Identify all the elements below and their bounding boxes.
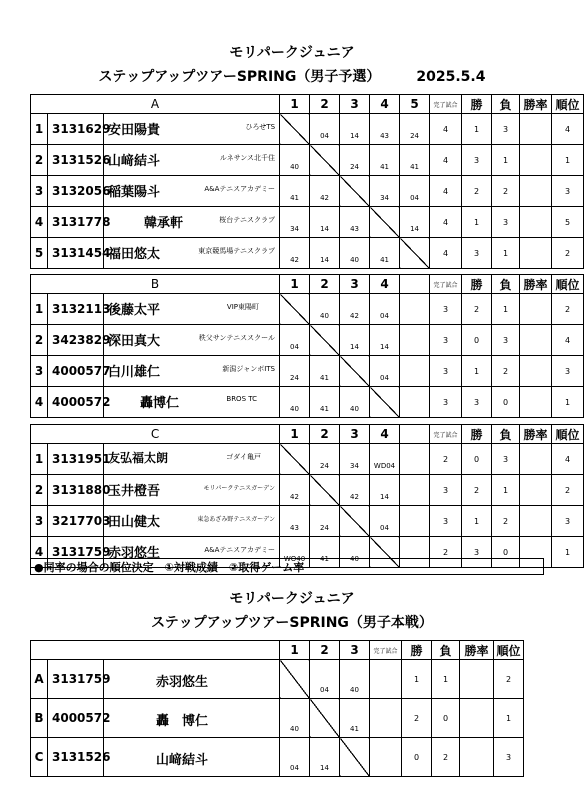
self-match-cell [400,238,430,269]
completed-count: 3 [430,294,462,325]
col-header-3: 3 [340,275,370,294]
completed-count: 4 [430,114,462,145]
col-header-rank: 順位 [552,95,584,114]
row-number: 3 [31,506,48,537]
table-row [31,660,524,699]
self-match-cell [340,356,370,387]
player-id: 3131526 [48,738,104,777]
wins-count: 1 [462,506,492,537]
self-match-cell [280,660,310,699]
wins-count: 3 [462,238,492,269]
score-cell: 34 [370,176,400,207]
score-cell: 41 [370,145,400,176]
player-id: 3131778 [48,207,104,238]
losses-count: 1 [492,145,520,176]
losses-count: 0 [492,387,520,418]
table-row [31,356,584,387]
losses-count: 2 [492,356,520,387]
table-row [31,325,584,356]
win-rate [520,207,552,238]
col-header-rank: 順位 [494,641,524,660]
empty-cell [400,475,430,506]
player-id: 3131454 [48,238,104,269]
win-rate [520,325,552,356]
group-c-label: C [31,425,280,444]
win-rate [520,506,552,537]
col-header-empty [400,425,430,444]
player-name: 深田真大 [108,334,161,349]
score-cell: 40 [340,238,370,269]
completed-count: 3 [430,506,462,537]
score-cell: 14 [340,325,370,356]
win-rate [520,356,552,387]
player-name: 轟博仁 [140,396,180,411]
col-header-wins: 勝 [462,425,492,444]
score-cell: 41 [340,699,370,738]
player-id: 4000577 [48,356,104,387]
player-name: 玉井橙吾 [108,484,161,499]
col-header-rank: 順位 [552,275,584,294]
row-label: C [31,738,48,777]
completed-count: 3 [430,356,462,387]
score-cell: 04 [370,506,400,537]
completed-count: 3 [430,387,462,418]
losses-count: 0 [492,537,520,568]
col-header-wins: 勝 [402,641,432,660]
rank-value: 3 [552,506,584,537]
self-match-cell [280,114,310,145]
group-a-label: A [31,95,280,114]
col-header-4: 4 [370,425,400,444]
score-cell: 24 [400,114,430,145]
row-number: 4 [31,387,48,418]
score-cell: 42 [280,238,310,269]
player-club: A&Aテニスアカデミー [204,546,276,554]
score-cell: 14 [370,475,400,506]
player-cell [104,475,280,506]
completed-count [370,660,402,699]
score-cell: 40 [340,660,370,699]
row-number: 1 [31,294,48,325]
player-cell [104,145,280,176]
player-club: A&Aテニスアカデミー [204,185,276,193]
row-label: A [31,660,48,699]
self-match-cell [310,475,340,506]
col-header-rank: 順位 [552,425,584,444]
row-number: 1 [31,444,48,475]
win-rate [460,738,494,777]
col-header-2: 2 [310,641,340,660]
self-match-cell [370,387,400,418]
losses-count: 3 [492,444,520,475]
player-club: VIP東陽町 [226,303,259,311]
col-header-losses: 負 [432,641,460,660]
player-id: 3132113 [48,294,104,325]
player-club: ひろせTS [245,123,276,131]
self-match-cell [340,176,370,207]
table-row [31,506,584,537]
player-cell [104,325,280,356]
player-cell [104,699,280,738]
win-rate [520,176,552,207]
score-cell: 14 [310,207,340,238]
player-name: 白川雄仁 [108,365,161,380]
player-club: 東急あざみ野テニスガーデン [197,516,276,523]
player-name: 赤羽悠生 [156,675,209,690]
rank-value: 1 [552,387,584,418]
player-club: 新潟ジャンボITS [222,365,275,373]
win-rate [520,238,552,269]
win-rate [520,387,552,418]
row-number: 2 [31,325,48,356]
table-row [31,176,584,207]
player-name: 山﨑結斗 [156,753,209,768]
losses-count: 1 [492,475,520,506]
score-cell: 42 [340,475,370,506]
col-header-rate: 勝率 [460,641,494,660]
rank-value: 1 [494,699,524,738]
score-cell: 14 [340,114,370,145]
row-number: 4 [31,537,48,568]
player-id: 3217703 [48,506,104,537]
empty-cell [400,294,430,325]
player-id: 3131880 [48,475,104,506]
col-header-3: 3 [340,425,370,444]
score-cell: 41 [400,145,430,176]
player-id: 3132056 [48,176,104,207]
prelim-subtitle [0,66,584,86]
player-id: 3131759 [48,660,104,699]
col-header-1: 1 [280,275,310,294]
score-cell: 40 [280,387,310,418]
player-cell [104,738,280,777]
table-row [31,387,584,418]
col-header-2: 2 [310,425,340,444]
self-match-cell [280,444,310,475]
win-rate [520,145,552,176]
player-club: 秩父サンテニススクール [198,334,275,342]
wins-count: 3 [462,387,492,418]
losses-count: 1 [492,294,520,325]
rank-value: 4 [552,325,584,356]
finals-title: モリパークジュニア [229,591,355,607]
win-rate [460,660,494,699]
score-cell: 41 [280,176,310,207]
score-cell: 41 [370,238,400,269]
player-name: 轟 博仁 [156,714,209,729]
player-cell [104,660,280,699]
empty-cell [400,356,430,387]
self-match-cell [310,145,340,176]
losses-count: 3 [492,114,520,145]
self-match-cell [310,325,340,356]
score-cell: 40 [310,294,340,325]
win-rate [460,699,494,738]
row-number: 1 [31,114,48,145]
score-cell: 40 [280,699,310,738]
rank-value: 1 [552,537,584,568]
completed-count: 4 [430,145,462,176]
empty-cell [400,444,430,475]
page-title: モリパークジュニア [229,45,355,61]
col-header-5: 5 [400,95,430,114]
self-match-cell [340,506,370,537]
player-cell [104,238,280,269]
wins-count: 2 [402,699,432,738]
player-id: 3131526 [48,145,104,176]
col-header-2: 2 [310,275,340,294]
prelim-subtitle-text: ステップアップツアーSPRING（男子予選） [98,69,381,85]
losses-count: 2 [492,506,520,537]
table-row [31,114,584,145]
score-cell: 04 [370,294,400,325]
wins-count: 2 [462,294,492,325]
row-number: 2 [31,145,48,176]
table-row [31,699,524,738]
finals-header-blank [31,641,280,660]
row-number: 3 [31,176,48,207]
finals-subtitle: ステップアップツアーSPRING（男子本戦） [151,615,433,631]
player-id: 3131629 [48,114,104,145]
rank-value: 3 [494,738,524,777]
score-cell: 24 [310,506,340,537]
score-cell: 14 [310,238,340,269]
group-c-table [30,424,584,568]
completed-count: 2 [430,537,462,568]
row-number: 2 [31,475,48,506]
col-header-completed: 完了試合 [430,275,462,294]
col-header-losses: 負 [492,95,520,114]
score-cell: 40 [340,387,370,418]
player-cell [104,506,280,537]
player-id: 3131951 [48,444,104,475]
wins-count: 0 [402,738,432,777]
col-header-3: 3 [340,641,370,660]
score-cell: WD04 [370,444,400,475]
score-cell: 04 [280,738,310,777]
score-cell: 14 [370,325,400,356]
player-name: 友弘福太朗 [108,451,169,465]
player-name: 山﨑結斗 [108,154,161,169]
rank-value: 2 [552,294,584,325]
losses-count: 2 [492,176,520,207]
score-cell: 04 [400,176,430,207]
col-header-4: 4 [370,275,400,294]
col-header-losses: 負 [492,275,520,294]
player-cell [104,114,280,145]
score-cell: 34 [340,444,370,475]
self-match-cell [310,699,340,738]
rank-value: 4 [552,114,584,145]
completed-count: 4 [430,238,462,269]
row-label: B [31,699,48,738]
player-name: 稲葉陽斗 [108,185,161,200]
col-header-rate: 勝率 [520,275,552,294]
player-name: 韓承軒 [144,216,184,231]
score-cell: 04 [280,325,310,356]
table-row [31,145,584,176]
player-name: 赤羽悠生 [108,546,161,561]
wins-count: 1 [462,114,492,145]
player-id: 4000572 [48,387,104,418]
table-row [31,207,584,238]
player-name: 福田悠太 [108,247,161,262]
score-cell: 41 [310,387,340,418]
completed-count: 3 [430,475,462,506]
completed-count [370,699,402,738]
table-row [31,738,524,777]
player-id: 4000572 [48,699,104,738]
losses-count: 1 [432,660,460,699]
self-match-cell [370,207,400,238]
player-cell [104,176,280,207]
group-a-table [30,94,584,269]
wins-count: 3 [462,537,492,568]
col-header-1: 1 [280,425,310,444]
wins-count: 1 [402,660,432,699]
score-cell: 42 [340,294,370,325]
col-header-completed: 完了試合 [370,641,402,660]
wins-count: 3 [462,145,492,176]
event-date: 2025.5.4 [416,69,486,85]
table-row [31,475,584,506]
empty-cell [400,506,430,537]
score-cell: 43 [370,114,400,145]
rank-value: 2 [494,660,524,699]
player-club: ゴダイ亀戸 [226,453,262,461]
row-number: 4 [31,207,48,238]
rank-value: 3 [552,356,584,387]
completed-count: 2 [430,444,462,475]
col-header-rate: 勝率 [520,95,552,114]
score-cell: 14 [310,738,340,777]
player-club: BROS TC [226,395,257,403]
col-header-empty [400,275,430,294]
score-cell: 24 [310,444,340,475]
table-row [31,238,584,269]
col-header-1: 1 [280,641,310,660]
group-b-label: B [31,275,280,294]
empty-cell [400,387,430,418]
completed-count [370,738,402,777]
score-cell: 42 [280,475,310,506]
col-header-wins: 勝 [462,275,492,294]
win-rate [520,114,552,145]
score-cell: 40 [280,145,310,176]
score-cell: 41 [310,356,340,387]
score-cell: 24 [280,356,310,387]
row-number: 5 [31,238,48,269]
score-cell: 43 [340,207,370,238]
table-row [31,294,584,325]
score-cell: 04 [310,660,340,699]
player-club: 桜台テニスクラブ [219,216,276,224]
empty-cell [400,325,430,356]
player-cell [104,387,280,418]
self-match-cell [340,738,370,777]
player-id: 3131759 [48,537,104,568]
score-cell: 24 [340,145,370,176]
player-cell [104,207,280,238]
wins-count: 2 [462,475,492,506]
col-header-1: 1 [280,95,310,114]
rank-value: 5 [552,207,584,238]
player-cell [104,356,280,387]
col-header-3: 3 [340,95,370,114]
col-header-4: 4 [370,95,400,114]
win-rate [520,475,552,506]
wins-count: 0 [462,444,492,475]
rank-value: 3 [552,176,584,207]
player-name: 田山健太 [108,515,161,530]
score-cell: 04 [310,114,340,145]
score-cell: 14 [400,207,430,238]
player-club: ルネサンス北千住 [219,154,276,162]
col-header-completed: 完了試合 [430,95,462,114]
col-header-wins: 勝 [462,95,492,114]
wins-count: 1 [462,207,492,238]
rank-value: 2 [552,238,584,269]
tiebreak-note: ●同率の場合の順位決定 ①対戦成績 ②取得ゲーム率 [30,558,544,575]
player-cell [104,294,280,325]
table-row [31,444,584,475]
finals-table [30,640,524,777]
score-cell: 40 [340,537,370,568]
score-cell: 04 [370,356,400,387]
col-header-2: 2 [310,95,340,114]
group-b-table [30,274,584,418]
losses-count: 0 [432,699,460,738]
score-cell: 34 [280,207,310,238]
rank-value: 4 [552,444,584,475]
score-cell: 43 [280,506,310,537]
wins-count: 2 [462,176,492,207]
player-name: 安田陽貴 [108,123,161,138]
player-name: 後藤太平 [108,303,161,318]
win-rate [520,294,552,325]
completed-count: 4 [430,207,462,238]
score-cell: WO40 [280,537,310,568]
rank-value: 2 [552,475,584,506]
player-cell [104,444,280,475]
score-cell: 41 [310,537,340,568]
losses-count: 1 [492,238,520,269]
player-club: 東京競馬場テニスクラブ [198,247,276,255]
row-number: 3 [31,356,48,387]
wins-count: 1 [462,356,492,387]
completed-count: 3 [430,325,462,356]
rank-value: 1 [552,145,584,176]
col-header-rate: 勝率 [520,425,552,444]
losses-count: 2 [432,738,460,777]
col-header-completed: 完了試合 [430,425,462,444]
completed-count: 4 [430,176,462,207]
col-header-losses: 負 [492,425,520,444]
self-match-cell [280,294,310,325]
player-id: 3423829 [48,325,104,356]
losses-count: 3 [492,207,520,238]
wins-count: 0 [462,325,492,356]
player-club: モリパークテニスガーデン [203,485,276,492]
score-cell: 42 [310,176,340,207]
losses-count: 3 [492,325,520,356]
win-rate [520,444,552,475]
